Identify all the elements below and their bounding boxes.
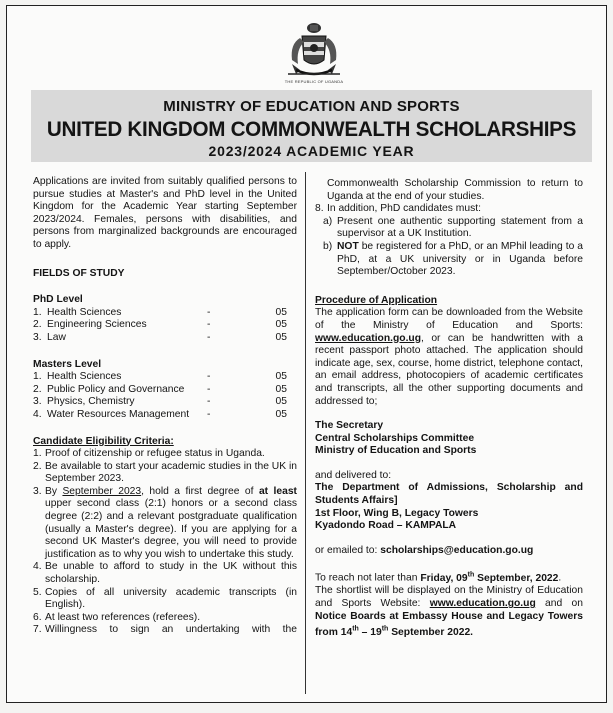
- field-name: Health Sciences: [47, 306, 122, 318]
- phd-requirements-list: [315, 216, 583, 279]
- field-count: 05: [275, 331, 287, 343]
- field-dash: -: [207, 331, 211, 343]
- field-number: 3.: [33, 396, 42, 408]
- field-number: 4.: [33, 408, 42, 420]
- address-line: The Secretary: [315, 420, 384, 432]
- phd-level-heading: PhD Level: [33, 294, 83, 306]
- criterion-text: In addition, PhD candidates must:: [327, 203, 481, 215]
- field-count: 05: [275, 408, 287, 420]
- phd-fields-list: [33, 307, 297, 345]
- criterion-text: Copies of all university academic transcripts (in English).: [45, 586, 297, 611]
- ministry-heading: MINISTRY OF EDUCATION AND SPORTS: [163, 98, 460, 115]
- field-row: [33, 371, 297, 384]
- procedure-paragraph: The application form can be downloaded from the Website of the Ministry of Education and Sports: www.education.go.ug, or can be handwritten with a recent passport photo attached. The application should indicate age, sex, course, home district, telephone contact, an email address, photocopiers of academic certificates and transcripts, all the other supporting documents and addressed to;: [315, 307, 583, 407]
- list-item: 7. Willingness to sign an undertaking with the: [33, 624, 297, 636]
- scholarship-email-link[interactable]: scholarships@education.go.ug: [380, 544, 534, 556]
- field-name: Public Policy and Governance: [47, 383, 185, 395]
- field-dash: -: [207, 383, 211, 395]
- criterion-text: Be available to start your academic studies in the UK in September 2023.: [45, 460, 297, 485]
- list-item: b) NOT be registered for a PhD, or an MPhil leading to a PhD, at a UK university or in Uganda before September/October 2023.: [323, 240, 583, 278]
- list-item: 1. Proof of citizenship or refugee status in Uganda.: [33, 448, 297, 461]
- field-dash: -: [207, 396, 211, 408]
- intro-paragraph: Applications are invited from suitably qualified persons to pursue studies at Master's and PhD level in the United Kingdom for the Academic Year starting September 2023/2024. Females, persons with disabilities, and persons from marginalized backgrounds are encouraged to apply.: [33, 176, 297, 250]
- criterion-text: Proof of citizenship or refugee status in Uganda.: [45, 448, 265, 460]
- criterion-text: At least two references (referees).: [45, 611, 201, 623]
- field-number: 1.: [33, 371, 42, 383]
- masters-level-heading: Masters Level: [33, 358, 102, 370]
- shortlist-website-link[interactable]: www.education.go.ug: [429, 598, 536, 610]
- criterion-text: Willingness to sign an undertaking with the: [45, 624, 297, 636]
- field-row: [33, 396, 297, 409]
- delivery-address-block: [315, 482, 583, 532]
- email-line: or emailed to: scholarships@education.go.ug: [315, 544, 534, 556]
- field-row: [33, 319, 297, 332]
- list-item: 6. At least two references (referees).: [33, 612, 297, 625]
- field-row: [33, 409, 297, 422]
- shortlist-paragraph: The shortlist will be displayed on the Ministry of Education and Sports Website: www.education.go.ug and on Notice Boards at Embassy House and Legacy Towers from 14th – 19th September 2022.: [315, 585, 583, 638]
- field-name: Health Sciences: [47, 371, 122, 383]
- field-count: 05: [275, 371, 287, 383]
- delivered-to-label: and delivered to:: [315, 469, 392, 481]
- eligibility-heading-text: Candidate Eligibility Criteria:: [33, 435, 174, 447]
- field-dash: -: [207, 408, 211, 420]
- deadline-line: To reach not later than Friday, 09th September, 2022.: [315, 571, 562, 584]
- field-count: 05: [275, 383, 287, 395]
- procedure-heading: [315, 295, 583, 308]
- left-column: [33, 176, 297, 637]
- field-row: [33, 307, 297, 320]
- eligibility-heading: [33, 436, 297, 449]
- list-item: 5. Copies of all university academic transcripts (in English).: [33, 586, 297, 611]
- column-divider: [305, 172, 306, 694]
- requirement-text: NOT be registered for a PhD, or an MPhil leading to a PhD, at a UK university or in Uganda before September/October 2023.: [337, 240, 583, 278]
- right-column: [315, 178, 583, 639]
- field-row: [33, 384, 297, 397]
- field-row: [33, 332, 297, 345]
- list-item: a) Present one authentic supporting statement from a supervisor at a UK Institution.: [323, 215, 583, 240]
- field-count: 05: [275, 306, 287, 318]
- criterion-7-continued: Commonwealth Scholarship Commission to return to Uganda at the end of your studies.: [327, 178, 583, 202]
- fields-heading: FIELDS OF STUDY: [33, 267, 125, 279]
- field-number: 1.: [33, 306, 42, 318]
- uganda-coat-of-arms: [277, 20, 351, 88]
- crest-caption: THE REPUBLIC OF UGANDA: [284, 79, 344, 84]
- address-block: [315, 420, 583, 458]
- field-dash: -: [207, 371, 211, 383]
- field-name: Engineering Sciences: [47, 319, 147, 331]
- field-name: Law: [47, 331, 66, 343]
- field-count: 05: [275, 319, 287, 331]
- list-item: 3. By September 2023, hold a first degree of at least upper second class (2:1) honors or a second class degree (2:2) and a relevant postgraduate qualification (usually a Master's degree). If you are applying for a second UK Master's degree, you will need to provide justification as to why you wish to undertake this study.: [33, 485, 297, 560]
- field-name: Water Resources Management: [47, 408, 190, 420]
- eligibility-list-continued: [315, 203, 583, 216]
- criterion-text: By September 2023, hold a first degree of at least upper second class (2:1) honors or a second class degree (2:2) and a relevant postgraduate qualification (usually a Master's degree). If you are applying for a second UK Master's degree, you will need to provide justification as to why you wish to undertake this study.: [45, 485, 297, 560]
- criterion-text: Be unable to afford to study in the UK without this scholarship.: [45, 561, 297, 586]
- field-dash: -: [207, 306, 211, 318]
- header-band: [31, 90, 592, 162]
- address-line: Ministry of Education and Sports: [315, 445, 477, 457]
- procedure-heading-text: Procedure of Application: [315, 294, 438, 306]
- address-line: Central Scholarships Committee: [315, 432, 475, 444]
- advertisement-page: [6, 5, 607, 703]
- field-number: 3.: [33, 331, 42, 343]
- field-count: 05: [275, 396, 287, 408]
- address-line: 1st Floor, Wing B, Legacy Towers: [315, 507, 479, 519]
- field-name: Physics, Chemistry: [47, 396, 135, 408]
- requirement-text: Present one authentic supporting statement from a supervisor at a UK Institution.: [337, 215, 583, 240]
- ministry-website-link[interactable]: www.education.go.ug: [315, 332, 422, 344]
- list-item: 2. Be available to start your academic studies in the UK in September 2023.: [33, 460, 297, 485]
- coat-of-arms-icon: [282, 20, 346, 80]
- field-number: 2.: [33, 383, 42, 395]
- masters-fields-list: [33, 371, 297, 421]
- address-line: The Department of Admissions, Scholarship and Students Affairs]: [315, 482, 583, 507]
- address-line: Kyadondo Road – KAMPALA: [315, 520, 457, 532]
- list-item: 8. In addition, PhD candidates must:: [315, 203, 583, 216]
- field-number: 2.: [33, 319, 42, 331]
- field-dash: -: [207, 319, 211, 331]
- scholarship-title: UNITED KINGDOM COMMONWEALTH SCHOLARSHIPS: [46, 117, 577, 141]
- academic-year: 2023/2024 ACADEMIC YEAR: [208, 143, 415, 159]
- eligibility-list: [33, 448, 297, 637]
- list-item: 4. Be unable to afford to study in the UK without this scholarship.: [33, 561, 297, 586]
